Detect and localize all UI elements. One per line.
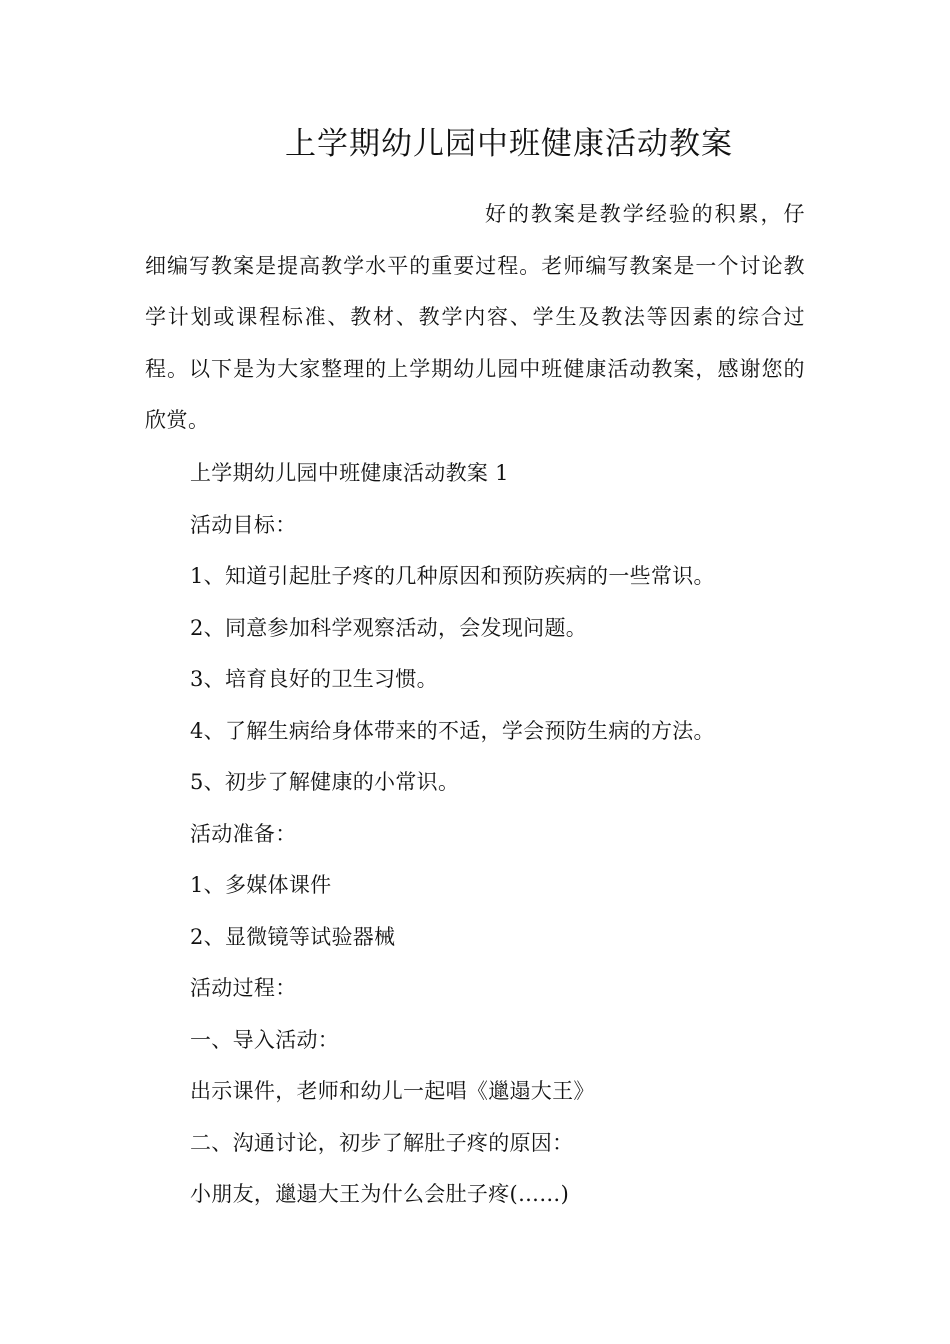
preparation-item: 1、多媒体课件 (190, 873, 332, 897)
subheading-goals: 活动目标： (190, 512, 297, 537)
section-heading: 上学期幼儿园中班健康活动教案 1 (190, 461, 509, 485)
intro-paragraph: 好的教案是教学经验的积累，仔细编写教案是提高教学水平的重要过程。老师编写教案是一个讨论教学计划或课程标准、教材、教学内容、学生及教法等因素的综合过程。以下是为大家整理的上学期幼儿园中班健康活动教案，感谢您的欣赏。 (145, 202, 805, 432)
goal-item: 4、了解生病给身体带来的不适，学会预防生病的方法。 (190, 718, 715, 743)
goal-item: 3、培育良好的卫生习惯。 (190, 667, 438, 691)
process-text: 出示课件，老师和幼儿一起唱《邋遢大王》 (190, 1079, 595, 1103)
process-step: 二、沟通讨论，初步了解肚子疼的原因： (190, 1130, 574, 1155)
document-title: 上学期幼儿园中班健康活动教案 (285, 126, 733, 162)
preparation-item: 2、显微镜等试验器械 (190, 924, 396, 949)
body-lines (190, 448, 810, 1221)
subheading-preparation: 活动准备： (190, 821, 297, 846)
goal-item: 1、知道引起肚子疼的几种原因和预防疾病的一些常识。 (190, 564, 715, 588)
goal-item: 2、同意参加科学观察活动，会发现问题。 (190, 615, 588, 640)
subheading-process: 活动过程： (190, 976, 297, 1000)
process-text: 小朋友，邋遢大王为什么会肚子疼(……) (190, 1182, 570, 1206)
goal-item: 5、初步了解健康的小常识。 (190, 770, 460, 794)
process-step: 一、导入活动： (190, 1027, 340, 1052)
